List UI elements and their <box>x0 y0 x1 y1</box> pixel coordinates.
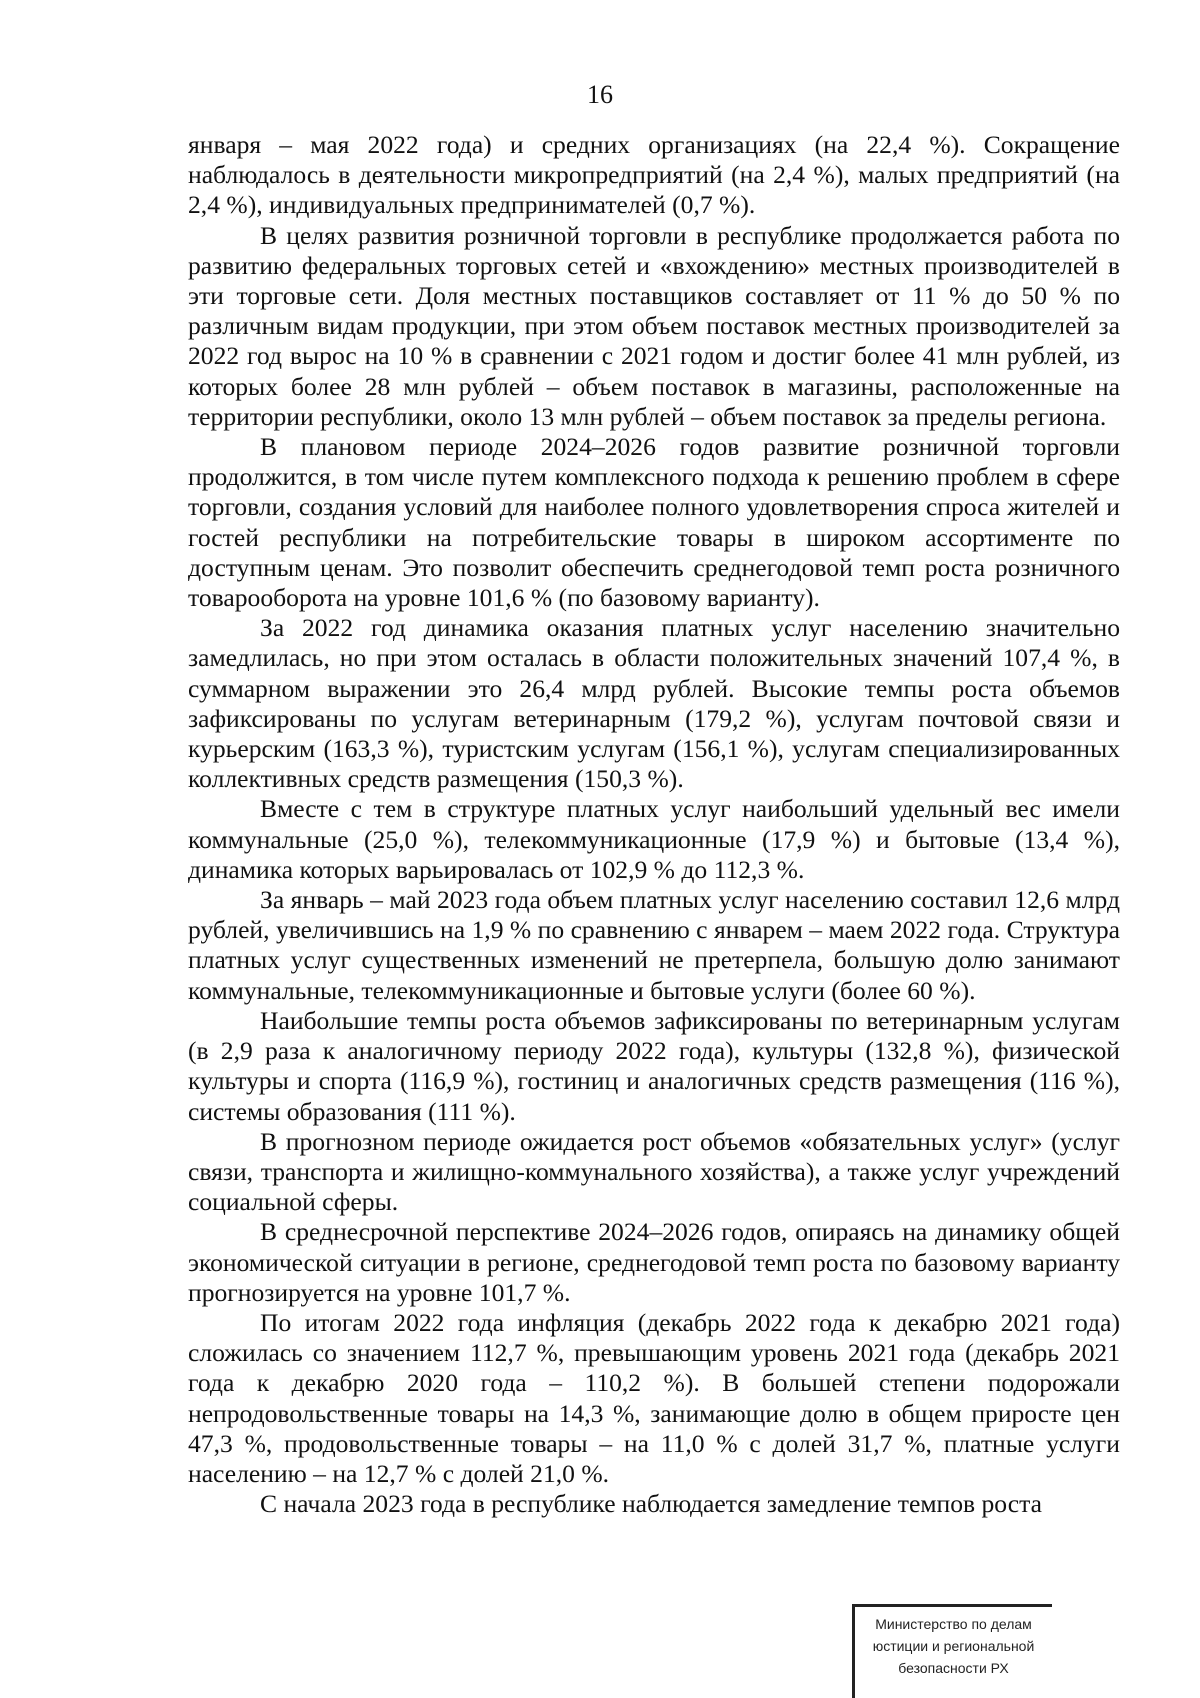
paragraph-1: января – мая 2022 года) и средних организациях (на 22,4 %). Сокращение наблюдалось в деятельности микропредприятий (на 2,4 %), малых предприятий (на 2,4 %), индивидуальных предпринимателей (0,7 %). <box>188 130 1120 220</box>
document-body <box>188 130 1120 1519</box>
ministry-stamp <box>852 1604 1052 1698</box>
paragraph-2: В целях развития розничной торговли в республике продолжается работа по развитию федеральных торговых сетей и «вхождению» местных производителей в эти торговые сети. Доля местных поставщиков составляет от 11 % до 50 % по различным видам продукции, при этом объем поставок местных производителей за 2022 год вырос на 10 % в сравнении с 2021 годом и достиг более 41 млн рублей, из которых более 28 млн рублей – объем поставок в магазины, расположенные на территории республики, около 13 млн рублей – объем поставок за пределы региона. <box>188 220 1120 431</box>
paragraph-4: За 2022 год динамика оказания платных услуг населению значительно замедлилась, но при этом осталась в области положительных значений 107,4 %, в суммарном выражении это 26,4 млрд рублей. Высокие темпы роста объемов зафиксированы по услугам ветеринарным (179,2 %), услугам почтовой связи и курьерским (163,3 %), туристским услугам (156,1 %), услугам специализированных коллективных средств размещения (150,3 %). <box>188 613 1120 794</box>
paragraph-3: В плановом периоде 2024–2026 годов развитие розничной торговли продолжится, в том числе путем комплексного подхода к решению проблем в сфере торговли, создания условий для наиболее полного удовлетворения спроса жителей и гостей республики на потребительские товары в широком ассортименте по доступным ценам. Это позволит обеспечить среднегодовой темп роста розничного товарооборота на уровне 101,6 % (по базовому варианту). <box>188 432 1120 613</box>
stamp-line-3: безопасности РХ <box>898 1660 1009 1676</box>
page-number: 16 <box>587 80 613 109</box>
paragraph-9: В среднесрочной перспективе 2024–2026 годов, опираясь на динамику общей экономической ситуации в регионе, среднегодовой темп роста по базовому варианту прогнозируется на уровне 101,7 %. <box>188 1217 1120 1307</box>
paragraph-7: Наибольшие темпы роста объемов зафиксированы по ветеринарным услугам (в 2,9 раза к аналогичному периоду 2022 года), культуры (132,8 %), физической культуры и спорта (116,9 %), гостиниц и аналогичных средств размещения (116 %), системы образования (111 %). <box>188 1005 1120 1126</box>
paragraph-6: За январь – май 2023 года объем платных услуг населению составил 12,6 млрд рублей, увеличившись на 1,9 % по сравнению с январем – маем 2022 года. Структура платных услуг существенных изменений не претерпела, большую долю занимают коммунальные, телекоммуникационные и бытовые услуги (более 60 %). <box>188 885 1120 1005</box>
stamp-line-1: Министерство по делам <box>875 1616 1032 1632</box>
paragraph-8: В прогнозном периоде ожидается рост объемов «обязательных услуг» (услуг связи, транспорта и жилищно-коммунального хозяйства), а также услуг учреждений социальной сферы. <box>188 1126 1120 1217</box>
stamp-line-2: юстиции и региональной <box>872 1638 1035 1654</box>
paragraph-10: По итогам 2022 года инфляция (декабрь 2022 года к декабрю 2021 года) сложилась со значением 112,7 %, превышающим уровень 2021 года (декабрь 2021 года к декабрю 2020 года – 110,2 %). В большей степени подорожали непродовольственные товары на 14,3 %, занимающие долю в общем приросте цен 47,3 %, продовольственные товары – на 11,0 % с долей 31,7 %, платные услуги населению – на 12,7 % с долей 21,0 %. <box>188 1307 1120 1488</box>
paragraph-5: Вместе с тем в структуре платных услуг наибольший удельный вес имели коммунальные (25,0 %), телекоммуникационные (17,9 %) и бытовые (13,4 %), динамика которых варьировалась от 102,9 % до 112,3 %. <box>188 794 1120 884</box>
paragraph-11: С начала 2023 года в республике наблюдается замедление темпов роста <box>260 1489 1042 1519</box>
